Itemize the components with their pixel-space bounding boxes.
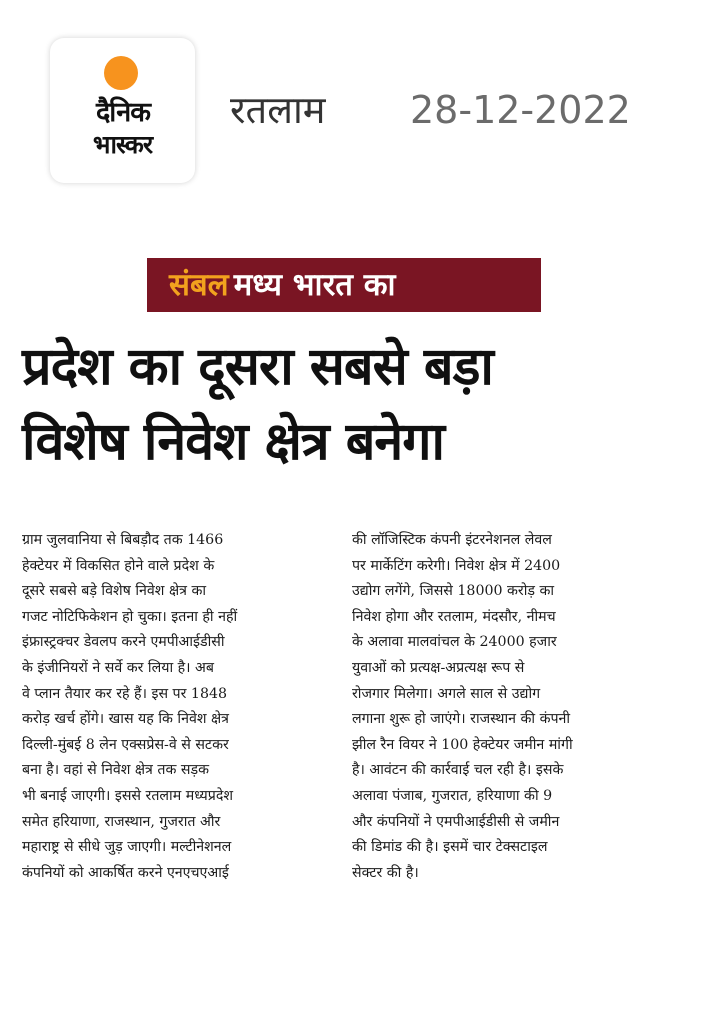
article-line: सेक्टर की है। — [352, 864, 419, 881]
article-column-right — [352, 528, 672, 886]
banner-highlight: संबल — [169, 267, 229, 303]
article-line: पर मार्केटिंग करेगी। निवेश क्षेत्र में 2400 — [352, 557, 561, 574]
article-line: के इंजीनियरों ने सर्वे कर लिया है। अब — [22, 659, 214, 676]
article-line: समेत हरियाणा, राजस्थान, गुजरात और — [22, 813, 221, 830]
banner-text: मध्य भारत का — [233, 267, 396, 303]
article-line: की डिमांड की है। इसमें चार टेक्सटाइल — [352, 839, 548, 856]
headline-line-1: प्रदेश का दूसरा सबसे बड़ा — [22, 337, 493, 397]
article-line: भी बनाई जाएगी। इससे रतलाम मध्यप्रदेश — [22, 787, 234, 804]
article-line: दूसरे सबसे बड़े विशेष निवेश क्षेत्र का — [22, 583, 207, 600]
article-line: इंफ्रास्ट्रक्चर डेवलप करने एमपीआईडीसी — [22, 634, 225, 651]
article-line: की लॉजिस्टिक कंपनी इंटरनेशनल लेवल — [352, 532, 552, 548]
article-headline — [22, 330, 702, 480]
article-line: वे प्लान तैयार कर रहे हैं। इस पर 1848 — [22, 685, 228, 702]
article-line: रोजगार मिलेगा। अगले साल से उद्योग — [352, 685, 541, 702]
article-line: लगाना शुरू हो जाएंगे। राजस्थान की कंपनी — [352, 711, 571, 728]
article-line: युवाओं को प्रत्यक्ष-अप्रत्यक्ष रूप से — [352, 659, 525, 676]
edition-date: 28-12-2022 — [410, 88, 631, 132]
edition-city: रतलाम — [230, 88, 326, 132]
section-banner — [147, 258, 541, 312]
article-line: और कंपनियों ने एमपीआईडीसी से जमीन — [352, 813, 560, 830]
page-footer — [0, 970, 720, 1019]
headline-line-2: विशेष निवेश क्षेत्र बनेगा — [22, 412, 444, 472]
logo-wordmark-line1: दैनिक — [95, 97, 151, 128]
article-line: के अलावा मालवांचल के 24000 हजार — [352, 634, 557, 651]
article-column-left — [22, 528, 340, 886]
article-line: करोड़ खर्च होंगे। खास यह कि निवेश क्षेत्र — [22, 711, 230, 728]
article-line: झील रैन वियर ने 100 हेक्टेयर जमीन मांगी — [352, 736, 573, 753]
article-line: निवेश होगा और रतलाम, मंदसौर, नीमच — [352, 608, 556, 625]
article-line: है। आवंटन की कार्रवाई चल रही है। इसके — [352, 762, 564, 779]
article-line: उद्योग लगेंगे, जिससे 18000 करोड़ का — [352, 583, 555, 600]
logo-wordmark-line2: भास्कर — [92, 130, 153, 159]
article-line: गजट नोटिफिकेशन हो चुका। इतना ही नहीं — [22, 608, 238, 625]
article-line: महाराष्ट्र से सीधे जुड़ जाएगी। मल्टीनेशनल — [22, 839, 232, 856]
article-line: ग्राम जुलवानिया से बिबड़ौद तक 1466 — [22, 532, 224, 548]
article-line: अलावा पंजाब, गुजरात, हरियाणा की 9 — [352, 787, 553, 804]
article-line: बना है। वहां से निवेश क्षेत्र तक सड़क — [22, 762, 209, 779]
article-line: कंपनियों को आकर्षित करने एनएचएआई — [22, 864, 229, 881]
article-line: दिल्ली-मुंबई 8 लेन एक्सप्रेस-वे से सटकर — [22, 736, 229, 753]
sun-icon — [104, 56, 138, 90]
article-line: हेक्टेयर में विकसित होने वाले प्रदेश के — [22, 557, 215, 574]
